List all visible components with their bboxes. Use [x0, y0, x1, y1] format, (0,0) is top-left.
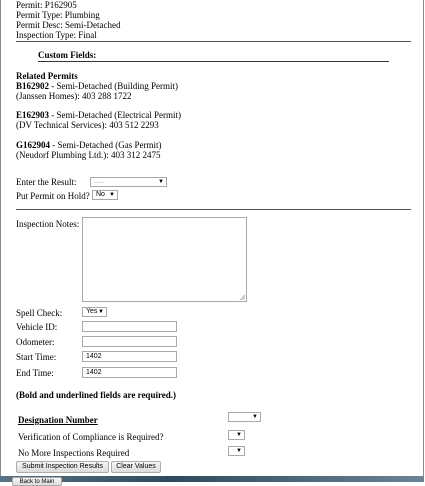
clear-values-button[interactable]: Clear Values: [111, 461, 161, 473]
vehicle-id-input[interactable]: [82, 321, 177, 332]
related-permit-building: [16, 81, 178, 91]
spell-check-label: Spell Check:: [16, 308, 63, 318]
permit-type: Permit Type: Plumbing: [16, 10, 100, 20]
notes-textarea[interactable]: [82, 217, 247, 302]
result-select[interactable]: [90, 177, 167, 187]
start-time-input[interactable]: 1402: [82, 351, 177, 362]
related-permit-id: B162902: [16, 81, 50, 91]
related-permit-electrical: [16, 110, 181, 120]
no-more-inspections-label: No More Inspections Required: [18, 448, 130, 458]
related-permit-desc: - Semi-Detached (Gas Permit): [50, 140, 162, 150]
no-more-inspections-select[interactable]: [228, 446, 245, 456]
hold-label: Put Permit on Hold?: [16, 191, 90, 201]
resize-handle-icon[interactable]: [239, 294, 245, 300]
submit-inspection-button[interactable]: Submit Inspection Results: [16, 461, 109, 473]
related-permit-contact: (Neudorf Plumbing Ltd.): 403 312 2475: [16, 150, 161, 160]
spell-check-select[interactable]: [82, 307, 107, 317]
designation-number-label: Designation Number: [18, 415, 98, 425]
footer-bar: [0, 476, 424, 482]
related-permit-contact: (Janssen Homes): 403 288 1722: [16, 91, 132, 101]
inspection-type: Inspection Type: Final: [16, 30, 97, 40]
related-permit-desc: - Semi-Detached (Building Permit): [49, 81, 178, 91]
hold-select-value: No: [96, 191, 105, 198]
chevron-down-icon: ▼: [252, 414, 258, 420]
verification-select[interactable]: [228, 430, 245, 440]
chevron-down-icon: ▼: [236, 448, 242, 454]
related-permits-heading: Related Permits: [16, 71, 78, 81]
odometer-input[interactable]: [82, 336, 177, 347]
divider-middle: [16, 209, 411, 210]
back-to-main-button[interactable]: Back to Main: [12, 477, 62, 486]
required-fields-note: (Bold and underlined fields are required.): [16, 390, 177, 400]
notes-label: Inspection Notes:: [16, 219, 80, 229]
odometer-label: Odometer:: [16, 337, 55, 347]
related-permit-gas: [16, 140, 161, 150]
hold-select[interactable]: [92, 190, 118, 200]
spell-check-value: Yes: [86, 308, 98, 315]
related-permit-id: E162903: [16, 110, 50, 120]
vehicle-id-label: Vehicle ID:: [16, 322, 58, 332]
start-time-label: Start Time:: [16, 352, 57, 362]
permit-number: Permit: P162905: [16, 0, 77, 10]
end-time-label: End Time:: [16, 368, 54, 378]
related-permit-id: G162904: [16, 140, 51, 150]
custom-fields-underline: [38, 61, 389, 62]
chevron-down-icon: ▼: [109, 192, 115, 198]
permit-desc: Permit Desc: Semi-Detached: [16, 20, 121, 30]
verification-label: Verification of Compliance is Required?: [18, 432, 164, 442]
related-permit-desc: - Semi-Detached (Electrical Permit): [49, 110, 181, 120]
result-label: Enter the Result:: [16, 177, 77, 187]
result-select-value: .....: [94, 178, 104, 185]
custom-fields-heading: Custom Fields:: [38, 50, 97, 60]
chevron-down-icon: ▼: [98, 309, 104, 315]
divider-top: [16, 41, 411, 42]
related-permit-contact: (DV Technical Services): 403 512 2293: [16, 120, 159, 130]
designation-number-select[interactable]: [228, 412, 261, 422]
chevron-down-icon: ▼: [158, 179, 164, 185]
chevron-down-icon: ▼: [236, 432, 242, 438]
end-time-input[interactable]: 1402: [82, 367, 177, 378]
